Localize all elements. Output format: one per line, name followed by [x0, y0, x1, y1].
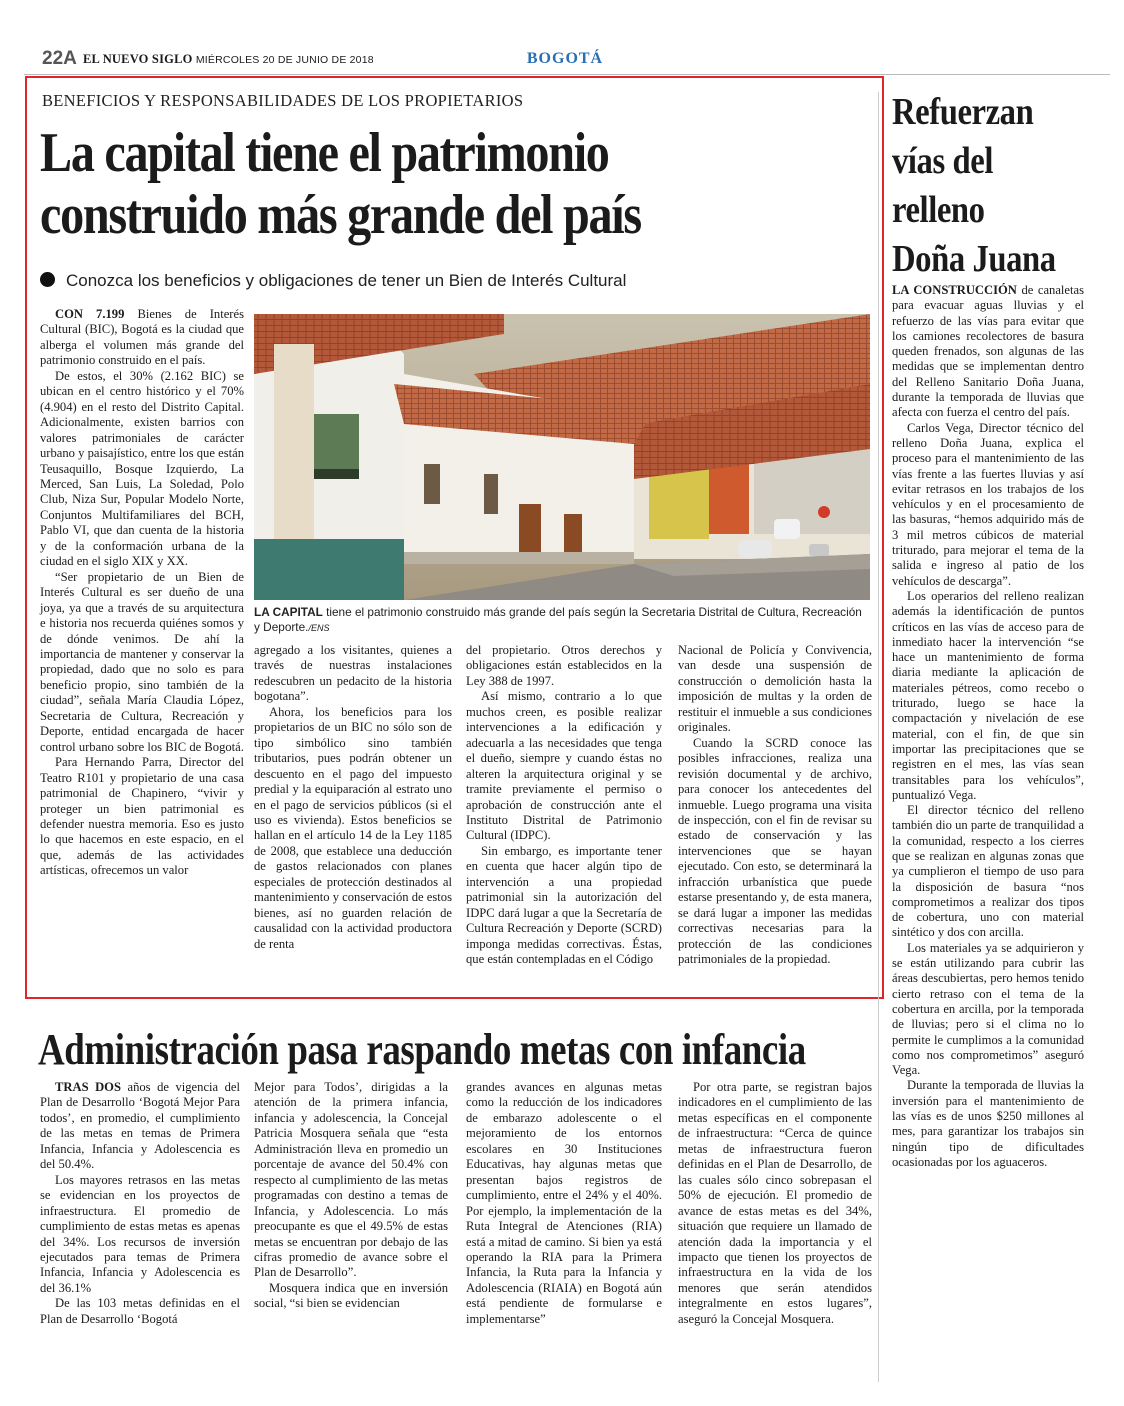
issue-date: MIÉRCOLES 20 DE JUNIO DE 2018: [195, 54, 374, 66]
paragraph: del propietario. Otros derechos y obligaciones están establecidos en la Ley 388 de 1997.: [466, 643, 662, 688]
paragraph: “Ser propietario de un Bien de Interés Cultural es ser dueño de una joya, ya que a través de su arquitectura e historia nos recuerda quiénes somos y de dónde venimos. De ahí la importancia de mantener y conservar la propiedad, dado que no solo es para beneficio propio, sino también de la ciudad”, señala María Claudia López, Secretaria de Cultura, Recreación y Deporte, entidad encargada de hacer control urbano sobre los BIC de Bogotá.: [40, 569, 244, 754]
article-column-4: [678, 643, 872, 968]
sidebar-headline-line: vías del: [892, 140, 993, 182]
paragraph: Por otra parte, se registran bajos indicadores en el cumplimiento de las metas específicas en el componente de infraestructura: “Cerca de quince metas de infraestructura fueron definidas en el Plan de Desarrollo, de las cuales sólo cinco sobrepasan el 50% de ejecución. El promedio de avance de estas metas es del 34%, situación que requiere un llamado de atención dada la importancia y el impacto que tienen los proyectos de infraestructura en la vida de los menores que serán atendidos integralmente en estos lugares”, aseguró la Concejal Mosquera.: [678, 1080, 872, 1326]
sidebar-headline-line: Refuerzan: [892, 91, 1034, 133]
sidebar-headline: [892, 88, 1073, 284]
street-photo: [254, 314, 870, 600]
article-column-1: [40, 307, 244, 879]
section-label: BOGOTÁ: [526, 50, 604, 67]
paragraph: LA CONSTRUCCIÓN de canaletas para evacuar aguas lluvias y el refuerzo de las vías para evitar que los camiones recolectores de basura queden frenados, son algunas de las medidas que se implementan dentro del Relleno Sanitario Doña Juana, durante la temporada de lluvias que afecta con fuerza el centro del país.: [892, 283, 1085, 420]
lead-in: LA CONSTRUCCIÓN: [892, 283, 1017, 297]
deck-bullet-icon: [40, 272, 55, 287]
sidebar-column: [892, 283, 1084, 1170]
paragraph: Cuando la SCRD conoce las posibles infracciones, realiza una revisión documental y de archivo, para conocer los antecedentes del inmueble. Luego programa una visita de inspección, con el fin de revisar su estado de conservación y las intervenciones que se hayan ejecutado. Con esto, se determinará la infracción urbanística que puede estarse presentando y, de esta manera, se dará lugar a imponer las medidas correctivas necesarias para la protección de las condiciones patrimoniales de la propiedad.: [678, 735, 872, 967]
article-column-2: [254, 643, 452, 952]
paragraph: El director técnico del relleno también dio un parte de tranquilidad a la comunidad, respecto a los cierres que se realizan en algunas zonas que ya cumplieron el tiempo de uso para la disposición de basura “nos comprometimos a realizar dos tipos de cobertura, uno con material sintético y dos con arcilla.: [892, 803, 1084, 940]
headline-line-1: La capital tiene el patrimonio: [40, 122, 609, 184]
article-column-3: [466, 643, 662, 968]
paragraph: De las 103 metas definidas en el Plan de Desarrollo ‘Bogotá: [40, 1296, 240, 1326]
paragraph: Carlos Vega, Director técnico del relleno Doña Juana, explica el proceso para el mantenimiento de las vías frente a las fuertes lluvias y así evitar retrasos en los trabajos de los vehículos y en el procesamiento de las basuras, “hemos adquirido más de 3 mil metros cúbicos de material triturado, para mejorar el tema de la salida e ingreso al patio de los vehículos de descarga”.: [892, 420, 1084, 588]
bottom-column-2: [254, 1080, 448, 1312]
masthead: [83, 52, 374, 67]
sidebar-headline-line: Doña Juana: [892, 238, 1056, 280]
paragraph: Sin embargo, es importante tener en cuenta que hacer algún tipo de intervención a una propiedad patrimonial sin la autorización del IDPC dará lugar a que la Secretaría de Cultura Recreación y Deporte (SCRD) imponga medidas correctivas. Éstas, que están contempladas en el Código: [466, 843, 662, 967]
header-rule: [24, 74, 1110, 75]
paragraph: Los mayores retrasos en las metas se evidencian en los proyectos de infraestructura. El promedio de cumplimiento de estas metas es apenas del 34%. Los recursos de inversión ejecutados para temas de Primera Infancia, Infancia y Adolescencia es del 36.1%: [40, 1172, 240, 1295]
colonial-street-image: [254, 314, 870, 600]
bottom-column-4: [678, 1080, 872, 1327]
paragraph: Ahora, los beneficios para los propietarios de un BIC no sólo son de tipo simbólico sino también tributarios, pues podrán obtener un descuento en el pago del impuesto predial y la equiparación al estrato uno en el pago de servicios públicos (si el uso es vivienda). Estos beneficios se hallan en el artículo 14 de la Ley 1185 de 2008, que establece una deducción de gastos relacionados con planes especiales de protección destinados al mantenimiento y conservación de estos bienes, así no guarden relación de causalidad con la actividad productora de renta: [254, 704, 452, 951]
paragraph: Así mismo, contrario a lo que muchos creen, es posible realizar intervenciones a la edificación y adecuarla a las necesidades que tenga el dueño, siempre y cuando éstas no alteren la arquitectura original y se tramite previamente el permiso o aprobación de construcción ante el Instituto Distrital de Patrimonio Cultural (IDPC).: [466, 689, 662, 843]
sidebar-headline-line: relleno: [892, 189, 985, 231]
paragraph: Mejor para Todos’, dirigidas a la atención de la primera infancia, infancia y adolescencia, la Concejal Patricia Mosquera señala que “esta Administración lleva en promedio un porcentaje de avance del 50.4% con respecto al cumplimiento de las metas programadas con destino a temas de Infancia, y Adolescencia. Lo más preocupante es que el 49.5% de estas metas se encuentran por debajo de las cifras promedio de avance sobre el Plan de Desarrollo”.: [254, 1080, 448, 1280]
paragraph: Mosquera indica que en inversión social, “si bien se evidencian: [254, 1280, 448, 1311]
paragraph: Los operarios del relleno realizan además la identificación de puntos críticos en las vías de acceso para de inmediato hacer la intervención “se hace un mantenimiento de forma diaria mediante la aplicación de materiales pétreos, como recebo o triturado, luego se hace la compactación y nivelación de ese material, con el fin, de que sin importar las precipitaciones que se registren en el mes, las vías sean transitables para los vehículos”, puntualizó Vega.: [892, 588, 1084, 802]
paragraph: Durante la temporada de lluvias la inversión para el mantenimiento de las vías es de unos $250 millones al mes, para garantizar los trabajos sin ningún tipo de dificultades ocasionadas por los aguaceros.: [892, 1078, 1084, 1169]
paragraph: TRAS DOS años de vigencia del Plan de Desarrollo ‘Bogotá Mejor Para todos’, en promedio, el cumplimiento de las metas en temas de Primera Infancia, Infancia y Adolescencia es del 50.4%.: [40, 1080, 241, 1172]
column-divider: [878, 92, 879, 1382]
lead-in: CON 7.199: [55, 307, 125, 321]
article-headline: [40, 122, 754, 246]
bottom-column-3: [466, 1080, 662, 1327]
lead-in: TRAS DOS: [55, 1080, 121, 1094]
paragraph: Los materiales ya se adquirieron y se están utilizando para cubrir las áreas descubiertas, pero hemos tenido cierto retraso con el tema de la cobertura en arcilla, por la temporada de lluvias; pero si el clima no lo permite le cumplimos a la comunidad como nos comprometimos” aseguró Vega.: [892, 940, 1084, 1078]
article-kicker: BENEFICIOS Y RESPONSABILIDADES DE LOS PROPIETARIOS: [42, 91, 524, 110]
paragraph: Nacional de Policía y Convivencia, van desde una suspensión de construcción o demolición hasta la imposición de multas y la orden de restituir el inmueble a sus condiciones originales.: [678, 643, 872, 735]
newspaper-name: EL NUEVO SIGLO: [83, 52, 193, 66]
paragraph: Para Hernando Parra, Director del Teatro R101 y propietario de una casa patrimonial de Chapinero, “vivir y proteger un bien patrimonial es defender nuestra memoria. Eso es justo lo que hacemos en este espacio, en el que, además de las actividades artísticas, ofrecemos un valor: [40, 755, 244, 878]
paragraph: CON 7.199 Bienes de Interés Cultural (BIC), Bogotá es la ciudad que alberga el volumen más grande del patrimonio construido en el país.: [40, 307, 244, 368]
paragraph: De estos, el 30% (2.162 BIC) se ubican en el centro histórico y el 70% (4.904) en el resto del Distrito Capital. Adicionalmente, existen barrios con valores patrimoniales de carácter urbano y paisajístico, entre los que están Teusaquillo, Bosque Izquierdo, La Merced, San Luis, La Soledad, Polo Club, Niza Sur, Popular Modelo Norte, Conjuntos Multifamiliares del BCH, Pablo VI, que dan cuenta de la historia y de la conformación urbana de la ciudad en el siglo XIX y XX.: [40, 368, 244, 569]
headline-line-2: construido más grande del país: [40, 184, 641, 246]
page-number: 22A: [42, 48, 77, 69]
article-deck: Conozca los beneficios y obligaciones de tener un Bien de Interés Cultural: [66, 271, 627, 290]
photo-credit: /ENS: [308, 623, 330, 633]
paragraph: grandes avances en algunas metas como la reducción de los indicadores de embarazo adolescente o el mejoramiento de los entornos escolares en 30 Instituciones Educativas, hay algunas metas que presentan bajos registros de cumplimiento, entre el 24% y el 40%. Por ejemplo, la implementación de la Ruta Integral de Atenciones (RIA) está a mitad de camino. Si bien ya está operando la RIA para la Primera Infancia, la Ruta para la Infancia y Adolescencia (RIAIA) en Bogotá aún está pendiente de formularse e implementarse”: [466, 1080, 662, 1326]
bottom-headline: Administración pasa raspando metas con infancia: [38, 1025, 806, 1074]
paragraph: agregado a los visitantes, quienes a través de nuestras instalaciones redescubren un pedacito de la historia bogotana”.: [254, 643, 452, 704]
photo-caption: LA CAPITAL tiene el patrimonio construido más grande del país según la Secretaria Distrital de Cultura, Recreación y Deporte./ENS: [254, 605, 862, 634]
bottom-column-1: [40, 1080, 240, 1327]
